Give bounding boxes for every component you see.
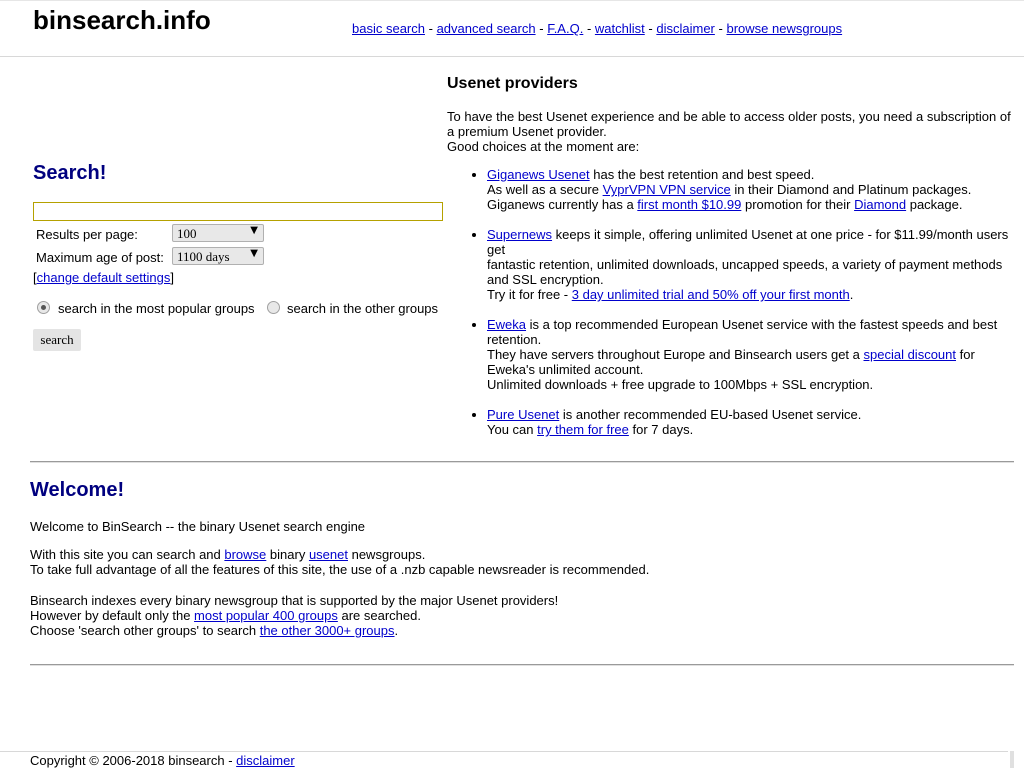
eweka-link[interactable]: Eweka [487,317,527,332]
providers-heading: Usenet providers [447,75,578,92]
top-navigation [352,21,842,36]
radio-other-label: search in the other groups [287,301,439,316]
results-per-page-label: Results per page: [36,227,138,242]
nav-watchlist[interactable]: watchlist [594,21,645,36]
welcome-paragraph [30,593,930,638]
nav-browse-newsgroups[interactable]: browse newsgroups [726,21,843,36]
provider-text: keeps it simple, offering unlimited Usenet at one price - for $11.99/month users get [487,227,1009,257]
nav-separator: - [718,21,723,36]
default-settings [33,270,174,285]
max-age-label: Maximum age of post: [36,250,164,265]
dropdown-arrow-icon: ▼ [250,248,258,259]
provider-text: package. [906,197,963,212]
radio-other-groups[interactable] [267,301,280,314]
dropdown-arrow-icon: ▼ [250,225,258,236]
footer-text [30,753,295,768]
search-button[interactable]: search [33,329,81,351]
provider-text: Giganews currently has a [487,197,638,212]
providers-list [447,167,1017,452]
nav-separator: - [586,21,592,36]
provider-text: Unlimited downloads + free upgrade to 100Mbps + SSL encryption. [487,377,874,392]
search-query-input[interactable] [33,202,443,221]
provider-text: in their Diamond and Platinum packages. [730,182,972,197]
provider-text: Try it for free - [487,287,572,302]
provider-text: You can [487,422,538,437]
divider [30,461,1014,463]
bracket-open: [ [33,270,37,285]
radio-popular-groups[interactable] [37,301,50,314]
provider-text: . [849,287,854,302]
provider-text: for Eweka's unlimited account. [487,347,975,377]
provider-text: They have servers throughout Europe and Binsearch users get a [487,347,864,362]
footer-disclaimer-link[interactable]: disclaimer [236,753,295,768]
providers-intro-text: Good choices at the moment are: [447,139,640,154]
welcome-text: Binsearch indexes every binary newsgroup that is supported by the major Usenet providers! [30,593,559,608]
provider-text: is a top recommended European Usenet service with the fastest speeds and best retention. [487,317,998,347]
scrollbar-stub [1010,751,1014,768]
pure-usenet-link[interactable]: Pure Usenet [487,407,560,422]
welcome-text: Choose 'search other groups' to search [30,623,260,638]
supernews-link[interactable]: Supernews [487,227,553,242]
nav-faq[interactable]: F.A.Q. [547,21,584,36]
provider-text: is another recommended EU-based Usenet service. [559,407,862,422]
nav-separator: - [539,21,544,36]
site-footer [0,751,1008,768]
change-default-settings-link[interactable]: change default settings [36,270,171,285]
provider-text: As well as a secure [487,182,603,197]
provider-item-giganews [487,167,1017,212]
usenet-link[interactable]: usenet [308,547,348,562]
site-logo[interactable]: binsearch.info [33,5,211,35]
providers-intro [447,109,1017,154]
provider-text: for 7 days. [628,422,694,437]
providers-intro-text: To have the best Usenet experience and be able to access older posts, you need a subscription of a premium Usenet provider. [447,109,1011,139]
site-header [0,0,1024,57]
browse-link[interactable]: browse [224,547,267,562]
provider-text: has the best retention and best speed. [589,167,815,182]
welcome-text: newsgroups. [347,547,426,562]
welcome-text: are searched. [337,608,421,623]
max-age-value: 1100 days [177,249,230,264]
popular-groups-link[interactable]: most popular 400 groups [194,608,338,623]
results-per-page-select[interactable] [172,224,264,242]
provider-item-supernews [487,227,1017,302]
bracket-close: ] [170,270,174,285]
giganews-diamond-link[interactable]: Diamond [854,197,907,212]
giganews-promo-link[interactable]: first month $10.99 [637,197,742,212]
divider [30,664,1014,666]
nav-separator: - [648,21,653,36]
provider-text: fantastic retention, unlimited downloads, uncapped speeds, a variety of payment methods and SSL encryption. [487,257,1003,287]
eweka-discount-link[interactable]: special discount [863,347,956,362]
supernews-trial-link[interactable]: 3 day unlimited trial and 50% off your first month [571,287,850,302]
welcome-text: binary [266,547,309,562]
max-age-select[interactable] [172,247,264,265]
welcome-paragraph: Welcome to BinSearch -- the binary Usenet search engine [30,519,366,534]
welcome-text: To take full advantage of all the features of this site, the use of a .nzb capable newsreader is recommended. [30,562,650,577]
provider-text: promotion for their [741,197,855,212]
search-heading: Search! [33,162,107,184]
giganews-link[interactable]: Giganews Usenet [487,167,590,182]
provider-item-pure-usenet [487,407,1017,437]
nav-advanced-search[interactable]: advanced search [436,21,536,36]
results-per-page-value: 100 [177,226,197,241]
welcome-text: With this site you can search and [30,547,225,562]
provider-item-eweka [487,317,1017,392]
vyprvpn-link[interactable]: VyprVPN VPN service [602,182,731,197]
nav-separator: - [428,21,433,36]
copyright-text: Copyright © 2006-2018 binsearch - [30,753,237,768]
welcome-text: . [394,623,399,638]
welcome-text: However by default only the [30,608,195,623]
radio-popular-label: search in the most popular groups [58,301,255,316]
welcome-body [30,519,930,651]
other-groups-link[interactable]: the other 3000+ groups [259,623,395,638]
nav-disclaimer[interactable]: disclaimer [656,21,715,36]
welcome-paragraph [30,547,930,577]
nav-basic-search[interactable]: basic search [352,21,425,36]
pure-usenet-free-link[interactable]: try them for free [537,422,629,437]
welcome-heading: Welcome! [30,479,125,501]
